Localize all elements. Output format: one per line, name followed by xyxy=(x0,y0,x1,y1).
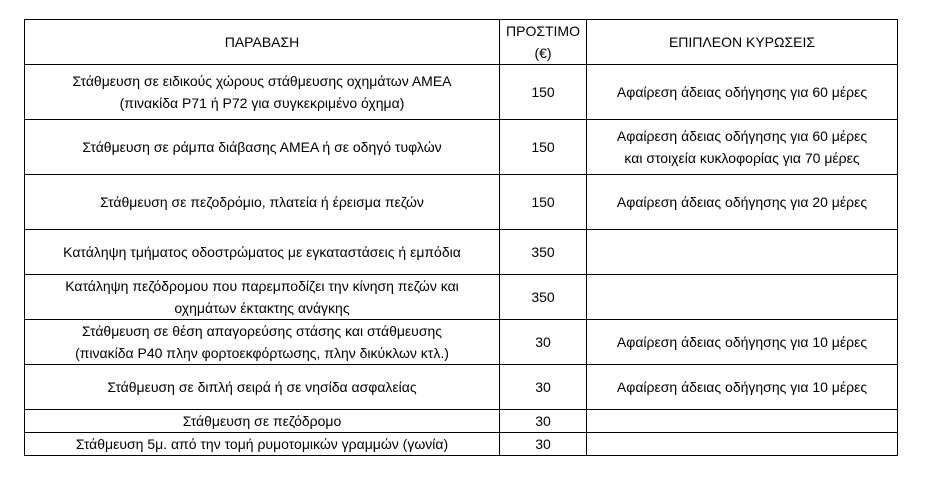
violation-cell xyxy=(25,175,500,230)
header-sanctions: ΕΠΙΠΛΕΟΝ ΚΥΡΩΣΕΙΣ xyxy=(587,20,898,65)
violation-cell xyxy=(25,230,500,275)
violation-cell xyxy=(25,320,500,365)
table-row xyxy=(25,433,898,456)
header-fine xyxy=(500,20,587,65)
sanction-cell xyxy=(587,410,898,433)
violation-text: Στάθμευση σε πεζόδρομο xyxy=(182,413,342,429)
table-row xyxy=(25,410,898,433)
violation-text: Στάθμευση σε διπλή σειρά ή σε νησίδα ασφαλείας xyxy=(107,379,417,395)
violation-text: Στάθμευση σε ειδικούς χώρους στάθμευσης οχημάτων ΑΜΕΑ xyxy=(72,73,452,89)
fine-cell: 350 xyxy=(500,230,587,275)
fine-cell: 30 xyxy=(500,433,587,456)
fine-cell: 150 xyxy=(500,65,587,120)
violation-cell xyxy=(25,410,500,433)
fine-cell: 150 xyxy=(500,175,587,230)
violation-text: Κατάληψη πεζόδρομου που παρεμποδίζει την κίνηση πεζών και xyxy=(65,278,459,294)
fine-cell: 30 xyxy=(500,410,587,433)
table-row xyxy=(25,275,898,320)
fine-cell: 350 xyxy=(500,275,587,320)
sanction-cell xyxy=(587,275,898,320)
fine-cell: 30 xyxy=(500,320,587,365)
sanction-cell xyxy=(587,230,898,275)
violation-cell xyxy=(25,433,500,456)
violation-text: (πινακίδα Ρ40 πλην φορτοεκφόρτωσης, πλην δικύκλων κτλ.) xyxy=(75,345,449,361)
fines-table xyxy=(24,19,898,456)
violation-text: Στάθμευση σε θέση απαγορεύσης στάσης και στάθμευσης xyxy=(82,323,442,339)
violation-text: Στάθμευση σε ράμπα διάβασης ΑΜΕΑ ή σε οδηγό τυφλών xyxy=(82,139,442,155)
sanction-cell xyxy=(587,120,898,175)
violation-cell xyxy=(25,365,500,410)
fine-cell: 150 xyxy=(500,120,587,175)
sanction-text: Αφαίρεση άδειας οδήγησης για 60 μέρες xyxy=(616,84,868,100)
sanction-text: Αφαίρεση άδειας οδήγησης για 20 μέρες xyxy=(616,194,868,210)
sanction-cell xyxy=(587,365,898,410)
sanction-text: Αφαίρεση άδειας οδήγησης για 60 μέρες xyxy=(616,128,868,144)
header-fine-line: ΠΡΟΣΤΙΜΟ xyxy=(506,23,580,39)
violation-text: Στάθμευση σε πεζοδρόμιο, πλατεία ή έρεισμα πεζών xyxy=(100,194,424,210)
violation-text: (πινακίδα Ρ71 ή Ρ72 για συγκεκριμένο όχημα) xyxy=(119,95,405,111)
violation-text: Στάθμευση 5μ. από την τομή ρυμοτομικών γραμμών (γωνία) xyxy=(75,436,449,452)
table-row xyxy=(25,230,898,275)
table-row xyxy=(25,320,898,365)
table-row xyxy=(25,175,898,230)
fine-cell: 30 xyxy=(500,365,587,410)
violation-cell xyxy=(25,120,500,175)
violation-text: Κατάληψη τμήματος οδοστρώματος με εγκαταστάσεις ή εμπόδια xyxy=(63,244,461,260)
table-row xyxy=(25,65,898,120)
table-row xyxy=(25,365,898,410)
violation-cell xyxy=(25,275,500,320)
sanction-text: Αφαίρεση άδειας οδήγησης για 10 μέρες xyxy=(616,379,868,395)
violation-cell xyxy=(25,65,500,120)
header-violation: ΠΑΡΑΒΑΣΗ xyxy=(25,20,500,65)
violation-text: οχημάτων έκτακτης ανάγκης xyxy=(174,300,350,316)
sanction-cell xyxy=(587,433,898,456)
sanction-text: και στοιχεία κυκλοφορίας για 70 μέρες xyxy=(624,150,860,166)
header-fine-unit: (€) xyxy=(534,45,552,61)
table-row xyxy=(25,120,898,175)
table-header-row xyxy=(25,20,898,65)
sanction-cell xyxy=(587,65,898,120)
sanction-cell xyxy=(587,320,898,365)
sanction-text: Αφαίρεση άδειας οδήγησης για 10 μέρες xyxy=(616,334,868,350)
sanction-cell xyxy=(587,175,898,230)
